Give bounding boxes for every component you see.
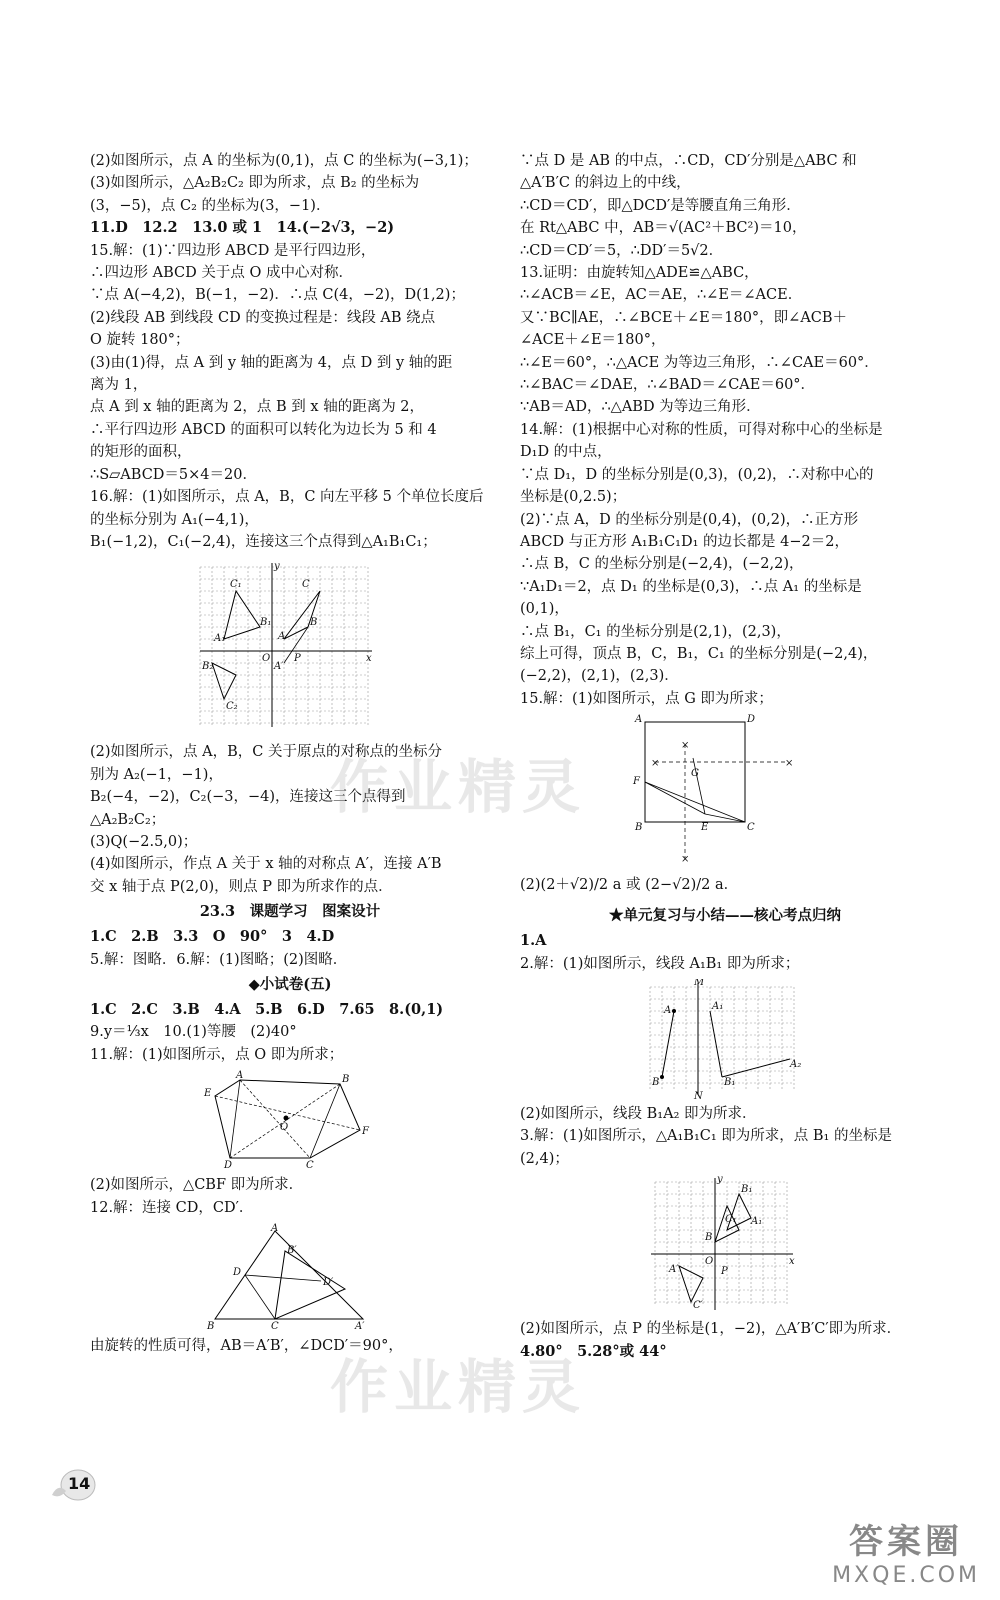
text-line: (2)如图所示，线段 B₁A₂ 即为所求． [520,1105,757,1122]
text-line: 14.解：(1)根据中心对称的性质，可得对称中心的坐标是 [520,421,883,438]
text-line: 1.C 2.C 3.B 4.A 5.B 6.D 7.65 8.(0,1) [90,1000,444,1018]
text-line: B₂(−4，−2)，C₂(−3，−4)，连接这三个点得到 [90,789,406,806]
svg-text:C: C [747,822,755,834]
text-line: ∴平行四边形 ABCD 的面积可以转化为边长为 5 和 4 [90,421,437,438]
coordinate-grid-figure-16 [190,557,390,737]
text-line: (3，−5)，点 C₂ 的坐标为(3，−1)． [90,197,331,214]
text-line: 4.80° 5.28°或 44° [520,1342,667,1360]
svg-text:×: × [681,854,690,865]
text-line: 3.解：(1)如图所示，△A₁B₁C₁ 即为所求，点 B₁ 的坐标是 [520,1128,892,1145]
text-line: (3)Q(−2.5,0)； [90,833,198,850]
square-construction-figure-15 [625,714,825,864]
quiz-heading: ◆小试卷(五) [248,975,332,993]
svg-text:E: E [701,822,709,834]
svg-text:P: P [294,653,301,665]
text-line: ∴四边形 ABCD 关于点 O 成中心对称． [90,265,353,282]
rotation-grid-figure-3 [645,1174,805,1314]
svg-text:C′: C′ [693,1300,703,1312]
text-line: △A′B′C 的斜边上的中线， [520,175,691,192]
right-block-2 [520,868,930,902]
svg-text:B: B [652,1076,660,1088]
text-line: ∵点 D₁，D 的坐标分别是(0,3)，(0,2)，∴对称中心的 [520,466,874,483]
svg-text:B: B [207,1321,215,1331]
text-line: O 旋转 180°； [90,332,190,349]
svg-text:C₂: C₂ [226,701,238,713]
text-line: (2,4)； [520,1150,569,1167]
text-line: 11.D 12.2 13.0 或 1 14.(−2√3，−2) [90,219,395,237]
svg-text:B: B [310,617,318,629]
svg-text:M: M [694,978,705,988]
text-line: 2.解：(1)如图所示，线段 A₁B₁ 即为所求； [520,955,800,972]
text-line: 别为 A₂(−1，−1)， [90,766,223,783]
text-line: (2)(2＋√2)/2 a 或 (2−√2)/2 a． [520,877,739,894]
svg-text:D: D [747,714,756,726]
svg-text:B₁: B₁ [724,1076,736,1088]
svg-text:O: O [280,1122,289,1134]
text-line: 综上可得，顶点 B，C，B₁，C₁ 的坐标分别是(−2,4)， [520,645,878,662]
svg-text:N: N [694,1090,703,1099]
text-line: 离为 1， [90,377,148,394]
svg-text:D: D [233,1267,242,1278]
svg-text:A′: A′ [274,661,284,673]
text-line: ∴∠ACB＝∠E，AC＝AE，∴∠E＝∠ACE． [520,287,803,304]
text-line: ABCD 与正方形 A₁B₁C₁D₁ 的边长都是 4−2＝2， [520,533,849,550]
left-block-3 [90,926,490,971]
text-line: 在 Rt△ABC 中，AB＝√(AC²＋BC²)＝10， [520,220,807,237]
text-line: ∴∠BAC＝∠DAE，∴∠BAD＝∠CAE＝60°． [520,377,816,394]
right-block-3 [520,930,930,975]
text-line: ∵AB＝AD，∴△ABD 为等边三角形． [520,399,761,416]
review-heading: ★单元复习与小结——核心考点归纳 [609,907,841,925]
watermark-text: 作业精灵 [330,753,587,821]
svg-text:B: B [705,1232,713,1244]
corner-logo [832,1514,980,1588]
svg-text:A: A [635,714,643,726]
text-line: D₁D 的中点， [520,444,612,461]
svg-text:A′: A′ [669,1264,679,1276]
text-line: △A₂B₂C₂； [90,811,166,828]
text-line: 15.解：(1)如图所示，点 G 即为所求； [520,690,773,707]
text-line: 1.A [520,932,547,950]
text-line: (3)由(1)得，点 A 到 y 轴的距离为 4，点 D 到 y 轴的距 [90,354,453,371]
segment-grid-figure-2 [640,979,810,1099]
svg-text:C: C [306,1160,314,1171]
svg-text:B: B [635,822,643,834]
svg-text:x: x [789,1256,795,1268]
text-line: (3)如图所示，△A₂B₂C₂ 即为所求，点 B₂ 的坐标为 [90,175,420,192]
text-line: 11.解：(1)如图所示，点 O 即为所求； [90,1046,344,1063]
svg-text:O: O [705,1256,714,1268]
svg-text:C: C [271,1321,279,1331]
svg-text:B′: B′ [287,1245,297,1256]
svg-text:A₂: A₂ [790,1058,802,1070]
svg-text:D′: D′ [323,1277,334,1288]
svg-text:A₁: A₁ [214,633,226,645]
svg-text:O: O [262,653,271,665]
text-line: (4)如图所示，作点 A 关于 x 轴的对称点 A′，连接 A′B [90,856,442,873]
left-block-5 [90,1174,490,1219]
text-line: 的坐标分别为 A₁(−4,1)， [90,511,259,528]
text-line: 交 x 轴于点 P(2,0)，则点 P 即为所求作的点． [90,878,393,895]
svg-text:D: D [224,1160,233,1171]
page-number: 14 [68,1474,91,1493]
svg-text:C: C [302,579,310,591]
section-heading: 23.3 课题学习 图案设计 [199,903,381,921]
svg-text:B₂: B₂ [202,661,214,673]
text-line: ∴∠E＝60°，∴△ACE 为等边三角形，∴∠CAE＝60°． [520,354,879,371]
svg-text:F: F [362,1126,369,1138]
text-line: 1.C 2.B 3.3 O 90° 3 4.D [90,928,335,946]
right-block-1 [520,150,930,710]
watermark-text: 作业精灵 [330,1353,587,1421]
text-line: ∠ACE＋∠E＝180°， [520,332,666,349]
svg-text:A₁: A₁ [751,1216,763,1228]
svg-text:×: × [681,740,690,752]
text-line: 由旋转的性质可得，AB＝A′B′，∠DCD′＝90°， [90,1338,403,1354]
svg-text:×: × [651,758,660,770]
text-line: B₁(−1,2)，C₁(−2,4)，连接这三个点得到△A₁B₁C₁； [90,533,437,550]
svg-text:P: P [721,1266,728,1278]
text-line: ∴点 B，C 的坐标分别是(−2,4)，(−2,2)， [520,556,804,573]
corner-logo-url: MXQE.COM [832,1563,980,1588]
text-line: (2)如图所示，点 A 的坐标为(0,1)，点 C 的坐标为(−3,1)； [90,153,478,169]
text-line: (0,1)， [520,601,569,618]
text-line: (2)∵点 A，D 的坐标分别是(0,4)，(0,2)，∴正方形 [520,511,859,528]
text-line: ∵A₁D₁＝2，点 D₁ 的坐标是(0,3)，∴点 A₁ 的坐标是 [520,578,862,595]
text-line: ∴点 B₁，C₁ 的坐标分别是(2,1)，(2,3)， [520,623,791,640]
svg-text:A: A [664,1004,672,1016]
svg-text:B: B [342,1074,350,1086]
left-block-1 [90,150,490,553]
svg-text:C₁: C₁ [230,579,242,591]
svg-text:x: x [366,653,372,665]
svg-text:A′: A′ [355,1321,365,1331]
text-line: ∵点 A(−4,2)，B(−1，−2)．∴点 C(4，−2)，D(1,2)； [90,287,465,304]
text-line: 9.y＝⅓x 10.(1)等腰 (2)40° [90,1024,297,1041]
text-line: 坐标是(0,2.5)； [520,489,627,506]
svg-text:A: A [236,1070,244,1082]
text-line: (2)如图所示，点 P 的坐标是(1，−2)，△A′B′C′即为所求． [520,1321,902,1338]
svg-text:C₁: C₁ [725,1214,737,1226]
left-block-4 [90,999,490,1066]
right-block-4 [520,1103,930,1170]
svg-text:×: × [785,758,794,770]
svg-text:B₁: B₁ [260,617,272,629]
svg-text:F: F [633,776,640,788]
text-line: (2)如图所示，点 A，B，C 关于原点的对称点的坐标分 [90,744,442,761]
text-line: 12.解：连接 CD，CD′． [90,1199,254,1216]
svg-text:y: y [717,1174,723,1186]
text-line: 13.证明：由旋转知△ADE≌△ABC， [520,265,759,282]
text-line: 15.解：(1)∵四边形 ABCD 是平行四边形， [90,242,376,259]
svg-text:B₁: B₁ [741,1184,753,1196]
svg-text:G: G [691,768,699,780]
text-line: ∴CD＝CD′＝5，∴DD′＝5√2． [520,242,724,259]
text-line: ∵点 D 是 AB 的中点，∴CD，CD′分别是△ABC 和 [520,153,857,169]
text-line: 点 A 到 x 轴的距离为 2，点 B 到 x 轴的距离为 2， [90,399,425,416]
text-line: ∴S▱ABCD＝5×4＝20． [90,466,257,483]
svg-text:y: y [274,561,280,573]
corner-logo-title: 答案圈 [849,1522,964,1562]
text-line: (2)线段 AB 到线段 CD 的变换过程是：线段 AB 绕点 [90,309,436,326]
page-number-badge [48,1465,98,1505]
text-line: (−2,2)，(2,1)，(2,3)． [520,668,679,685]
text-line: (2)如图所示，△CBF 即为所求． [90,1177,304,1194]
svg-text:A: A [278,631,286,643]
text-line: ∴CD＝CD′，即△DCD′是等腰直角三角形． [520,197,801,214]
text-line: 又∵BC∥AE，∴∠BCE＋∠E＝180°，即∠ACB＋ [520,309,848,326]
text-line: 5.解：图略．6.解：(1)图略；(2)图略． [90,951,348,968]
svg-text:A: A [271,1223,279,1234]
svg-text:E: E [204,1088,212,1100]
text-line: 的矩形的面积， [90,444,192,461]
text-line: 16.解：(1)如图所示，点 A，B，C 向左平移 5 个单位长度后 [90,489,484,506]
triangle-figure-12 [205,1223,375,1331]
svg-text:A₁: A₁ [712,1000,724,1012]
hexagon-figure-11 [200,1070,380,1170]
